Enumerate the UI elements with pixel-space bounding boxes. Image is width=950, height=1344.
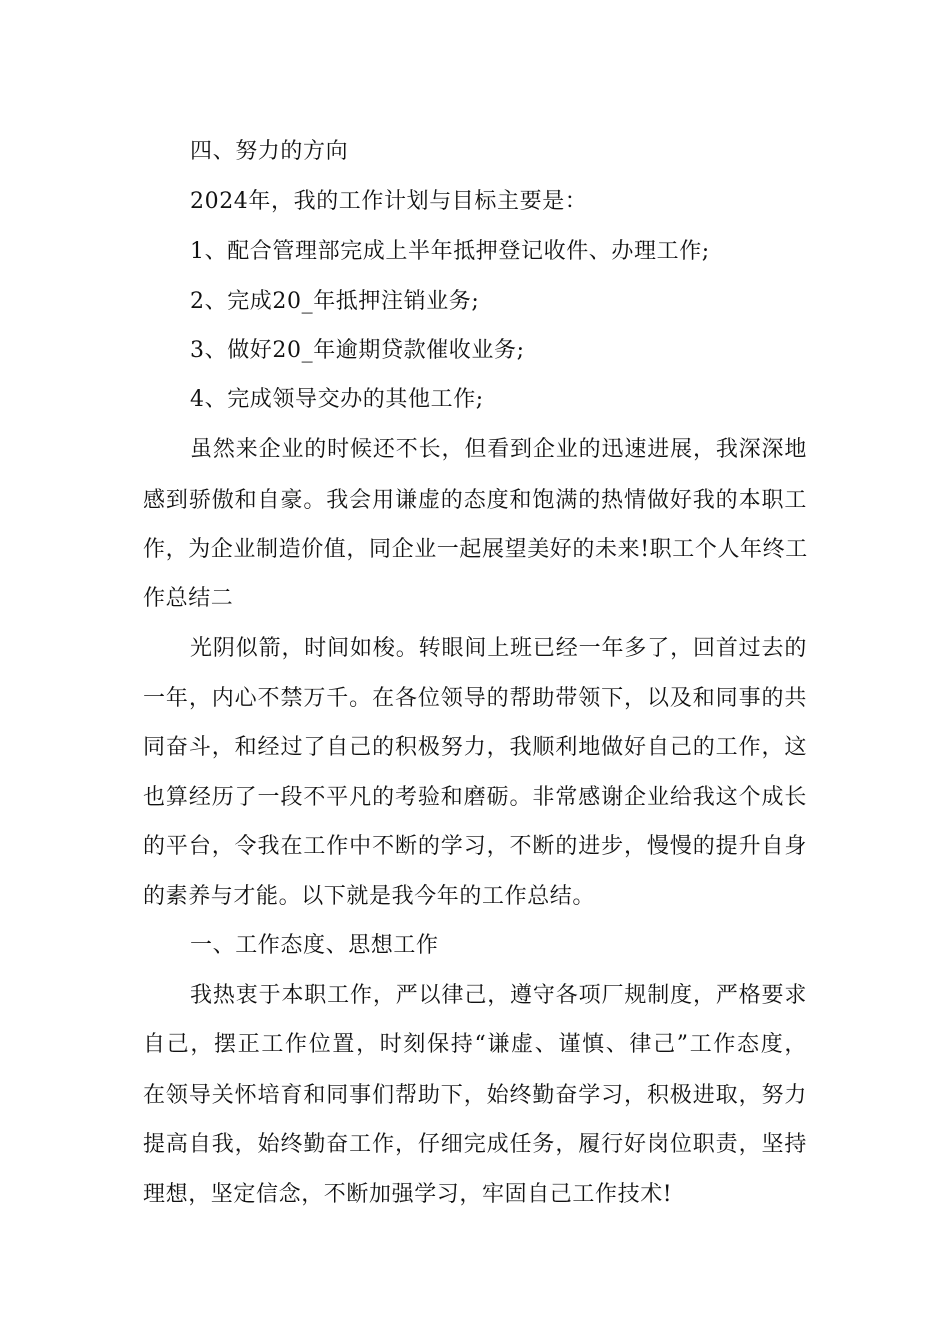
section-heading-attitude: 一、工作态度、思想工作 [190,933,439,958]
paragraph-line: 作总结二 [143,586,234,611]
paragraph-line: 的素养与才能。以下就是我今年的工作总结。 [143,884,596,909]
plan-item-3: 3、做好20_年逾期贷款催收业务; [190,338,525,363]
paragraph-line: 在领导关怀培育和同事们帮助下，始终勤奋学习，积极进取，努力 [143,1083,807,1108]
paragraph-line: 感到骄傲和自豪。我会用谦虚的态度和饱满的热情做好我的本职工 [143,488,807,513]
paragraph-line: 一年，内心不禁万千。在各位领导的帮助带领下，以及和同事的共 [143,686,807,711]
section-heading-direction: 四、努力的方向 [190,139,349,164]
paragraph-line: 自己，摆正工作位置，时刻保持“谦虚、谨慎、律己”工作态度， [143,1032,807,1057]
plan-item-4: 4、完成领导交办的其他工作; [190,387,484,412]
paragraph-line: 我热衷于本职工作，严以律己，遵守各项厂规制度，严格要求 [190,983,807,1008]
paragraph-line: 提高自我，始终勤奋工作，仔细完成任务，履行好岗位职责，坚持 [143,1132,807,1157]
paragraph-line: 也算经历了一段不平凡的考验和磨砺。非常感谢企业给我这个成长 [143,785,807,810]
paragraph-line: 理想，坚定信念，不断加强学习，牢固自己工作技术! [143,1182,673,1207]
plan-item-1: 1、配合管理部完成上半年抵押登记收件、办理工作; [190,239,710,264]
paragraph-line: 的平台，令我在工作中不断的学习，不断的进步，慢慢的提升自身 [143,834,807,859]
plan-item-2: 2、完成20_年抵押注销业务; [190,289,480,314]
paragraph-line: 同奋斗，和经过了自己的积极努力，我顺利地做好自己的工作，这 [143,735,807,760]
paragraph-line: 光阴似箭，时间如梭。转眼间上班已经一年多了，回首过去的 [190,636,807,661]
paragraph-line: 虽然来企业的时候还不长，但看到企业的迅速进展，我深深地 [190,437,807,462]
plan-intro-line: 2024年，我的工作计划与目标主要是： [190,189,588,214]
paragraph-line: 作，为企业制造价值，同企业一起展望美好的未来!职工个人年终工 [143,537,808,562]
